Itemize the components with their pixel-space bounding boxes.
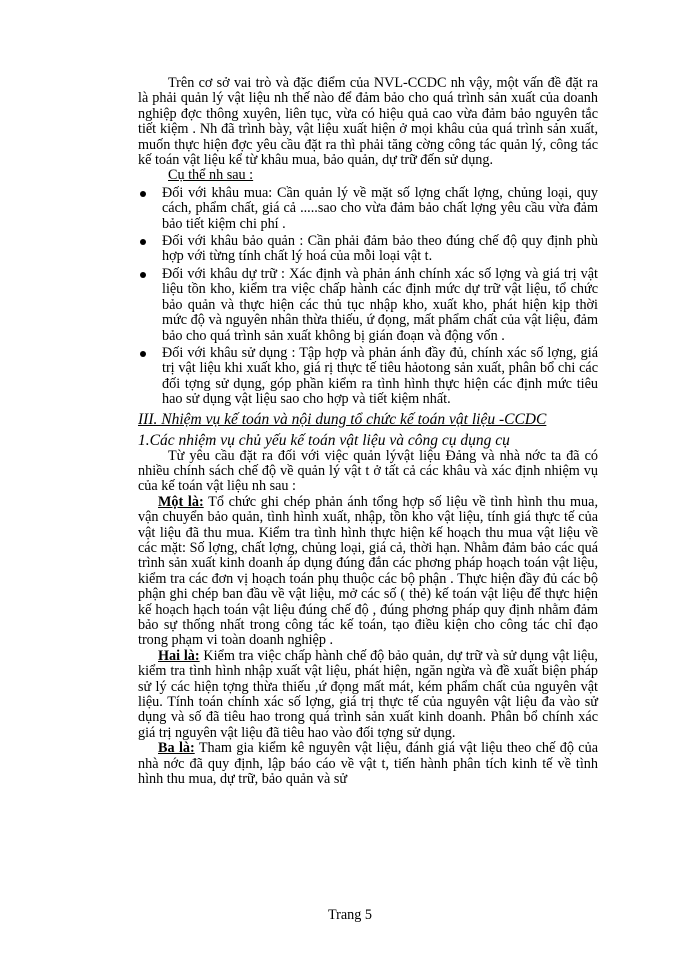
- task-two-label: Hai là:: [158, 647, 200, 664]
- task-one-paragraph: Một là: Tổ chức ghi chép phản ánh tổng hợp số liệu về tình hình thu mua, vận chuyển bảo quản, tình hình xuất, nhập, tồn kho vật liệu, tính giá thực tế của vật liệu đã thu mua. Kiểm tra tình hình thực hiện kế hoạch thu mua vật liệu về các mặt: Số lợng, chất lợng, chủng loại, giá cả, thời hạn. Nhằm đảm bảo các quá trình sản xuất kinh doanh áp dụng đúng đắn các phơng pháp hoạch toán vật liệu, kiểm tra các đơn vị hoạch toán phụ thuộc các bộ phận . Thực hiện đầy đủ các bộ phận ghi chép ban đầu về vật liệu, mở các số ( thẻ) kế toán vật liệu để thực hiện kế hoạch hạch toán vật liệu đúng chế độ , đúng phơng pháp quy định nhằm đảm bảo sự thống nhất trong công tác kế toán, tạo điều kiện cho công tác chỉ đạo trong phạm vi toàn doanh nghiệp .: [138, 493, 598, 649]
- bullet-icon: [140, 191, 146, 197]
- bullet-list: [138, 186, 598, 408]
- bullet-icon: [140, 272, 146, 278]
- bullet-icon: [140, 239, 146, 245]
- bullet-icon: [140, 351, 146, 357]
- task-three-label: Ba là:: [158, 740, 195, 757]
- intro-paragraph: Trên cơ sở vai trò và đặc điểm của NVL-CCDC nh vậy, một vấn đề đặt ra là phải quản lý vật liệu nh thế nào để đảm bảo cho quá trình sản xuất của doanh nghiệp đợc thông xuyên, liên tục, vừa có hiệu quả cao vừa đảm bảo nguyên tắc tiết kiệm . Nh đã trình bày, vật liệu xuất hiện ở mọi khâu của quá trình sản xuất, muốn thực hiện đợc yêu cầu đặt ra thì phải tăng cờng công tác quản lý, công tác kế toán vật liệu kể từ khâu mua, bảo quản, dự trữ đến sử dụng.: [138, 75, 598, 169]
- page-number: Trang 5: [327, 907, 373, 923]
- task-two-paragraph: Hai là: Kiểm tra việc chấp hành chế độ bảo quản, dự trữ và sử dụng vật liệu, kiểm tra tình hình nhập xuất vật liệu, phát hiện, ngăn ngừa và đề xuất biện pháp sử lý các hiện tợng thừa thiếu ,ứ đọng mất mát, kém phẩm chất của nguyên vật liệu. Tính toán chính xác số lợng, giá trị thực tế của nguyên vật liệu đa vào sử dụng và số đã tiêu hao trong quá trình sản xuất kinh doanh. Phân bổ chính xác giá trị nguyên vật liệu đã tiêu hao vào đối tợng sử dụng.: [138, 647, 598, 741]
- list-item: Đối với khâu bảo quản : Cần phải đảm bảo theo đúng chế độ quy định phù hợp với từng tính chất lý hoá của mỗi loại vật t.: [138, 234, 598, 265]
- task-one-label: Một là:: [158, 493, 204, 510]
- list-item: Đối với khâu sử dụng : Tập hợp và phản ánh đầy đủ, chính xác số lợng, giá trị vật liệu khi xuất kho, giá rị thực tế tiêu hảotong sản xuất, phân bổ chi các đối tợng sử dụng, góp phần kiểm ra tình hình thực hiện các định mức tiêu hao sử dụng vật liệu sao cho hợp và tiết kiệm nhất.: [138, 346, 598, 408]
- document-body: [138, 76, 598, 787]
- subsection-heading-1: 1.Các nhiệm vụ chủ yếu kế toán vật liệu và công cụ dụng cụ: [138, 431, 510, 449]
- list-item: Đối với khâu dự trữ : Xác định và phản ánh chính xác số lợng và giá trị vật liệu tồn kho, kiểm tra việc chấp hành các định mức dự trữ vật liệu, tổ chức bảo quản và thực hiện các thủ tục nhập kho, xuất kho, phát hiện kịp thời mức độ và nguyên nhân thừa thiếu, ứ đọng, mất phẩm chất của vật liệu, đảm bảo cho quá trình sản xuất không bị gián đoạn và động vốn .: [138, 267, 598, 344]
- tasks-intro-paragraph: Từ yêu cầu đặt ra đối với việc quản lývật liệu Đảng và nhà nớc ta đã có nhiều chính sách chế độ về quản lý vật t ở tất cả các khâu và xác định nhiệm vụ của kế toán vật liệu nh sau :: [138, 447, 598, 495]
- task-three-paragraph: Ba là: Tham gia kiểm kê nguyên vật liệu, đánh giá vật liệu theo chế độ của nhà nớc đã quy định, lập báo cáo về vật t, tiến hành phân tích kinh tế về tình hình thu mua, dự trữ, bảo quản và sử: [138, 740, 598, 788]
- list-item: Đối với khâu mua: Cần quản lý về mặt số lợng chất lợng, chủng loại, quy cách, phẩm chất, giá cả .....sao cho vừa đảm bảo chất lợng yêu cầu vừa đảm bảo tiết kiệm chi phí .: [138, 186, 598, 232]
- cu-the-label: Cụ thể nh sau :: [168, 167, 254, 184]
- section-heading-iii: III. Nhiệm vụ kế toán và nội dung tổ chức kế toán vật liệu -CCDC: [138, 410, 547, 428]
